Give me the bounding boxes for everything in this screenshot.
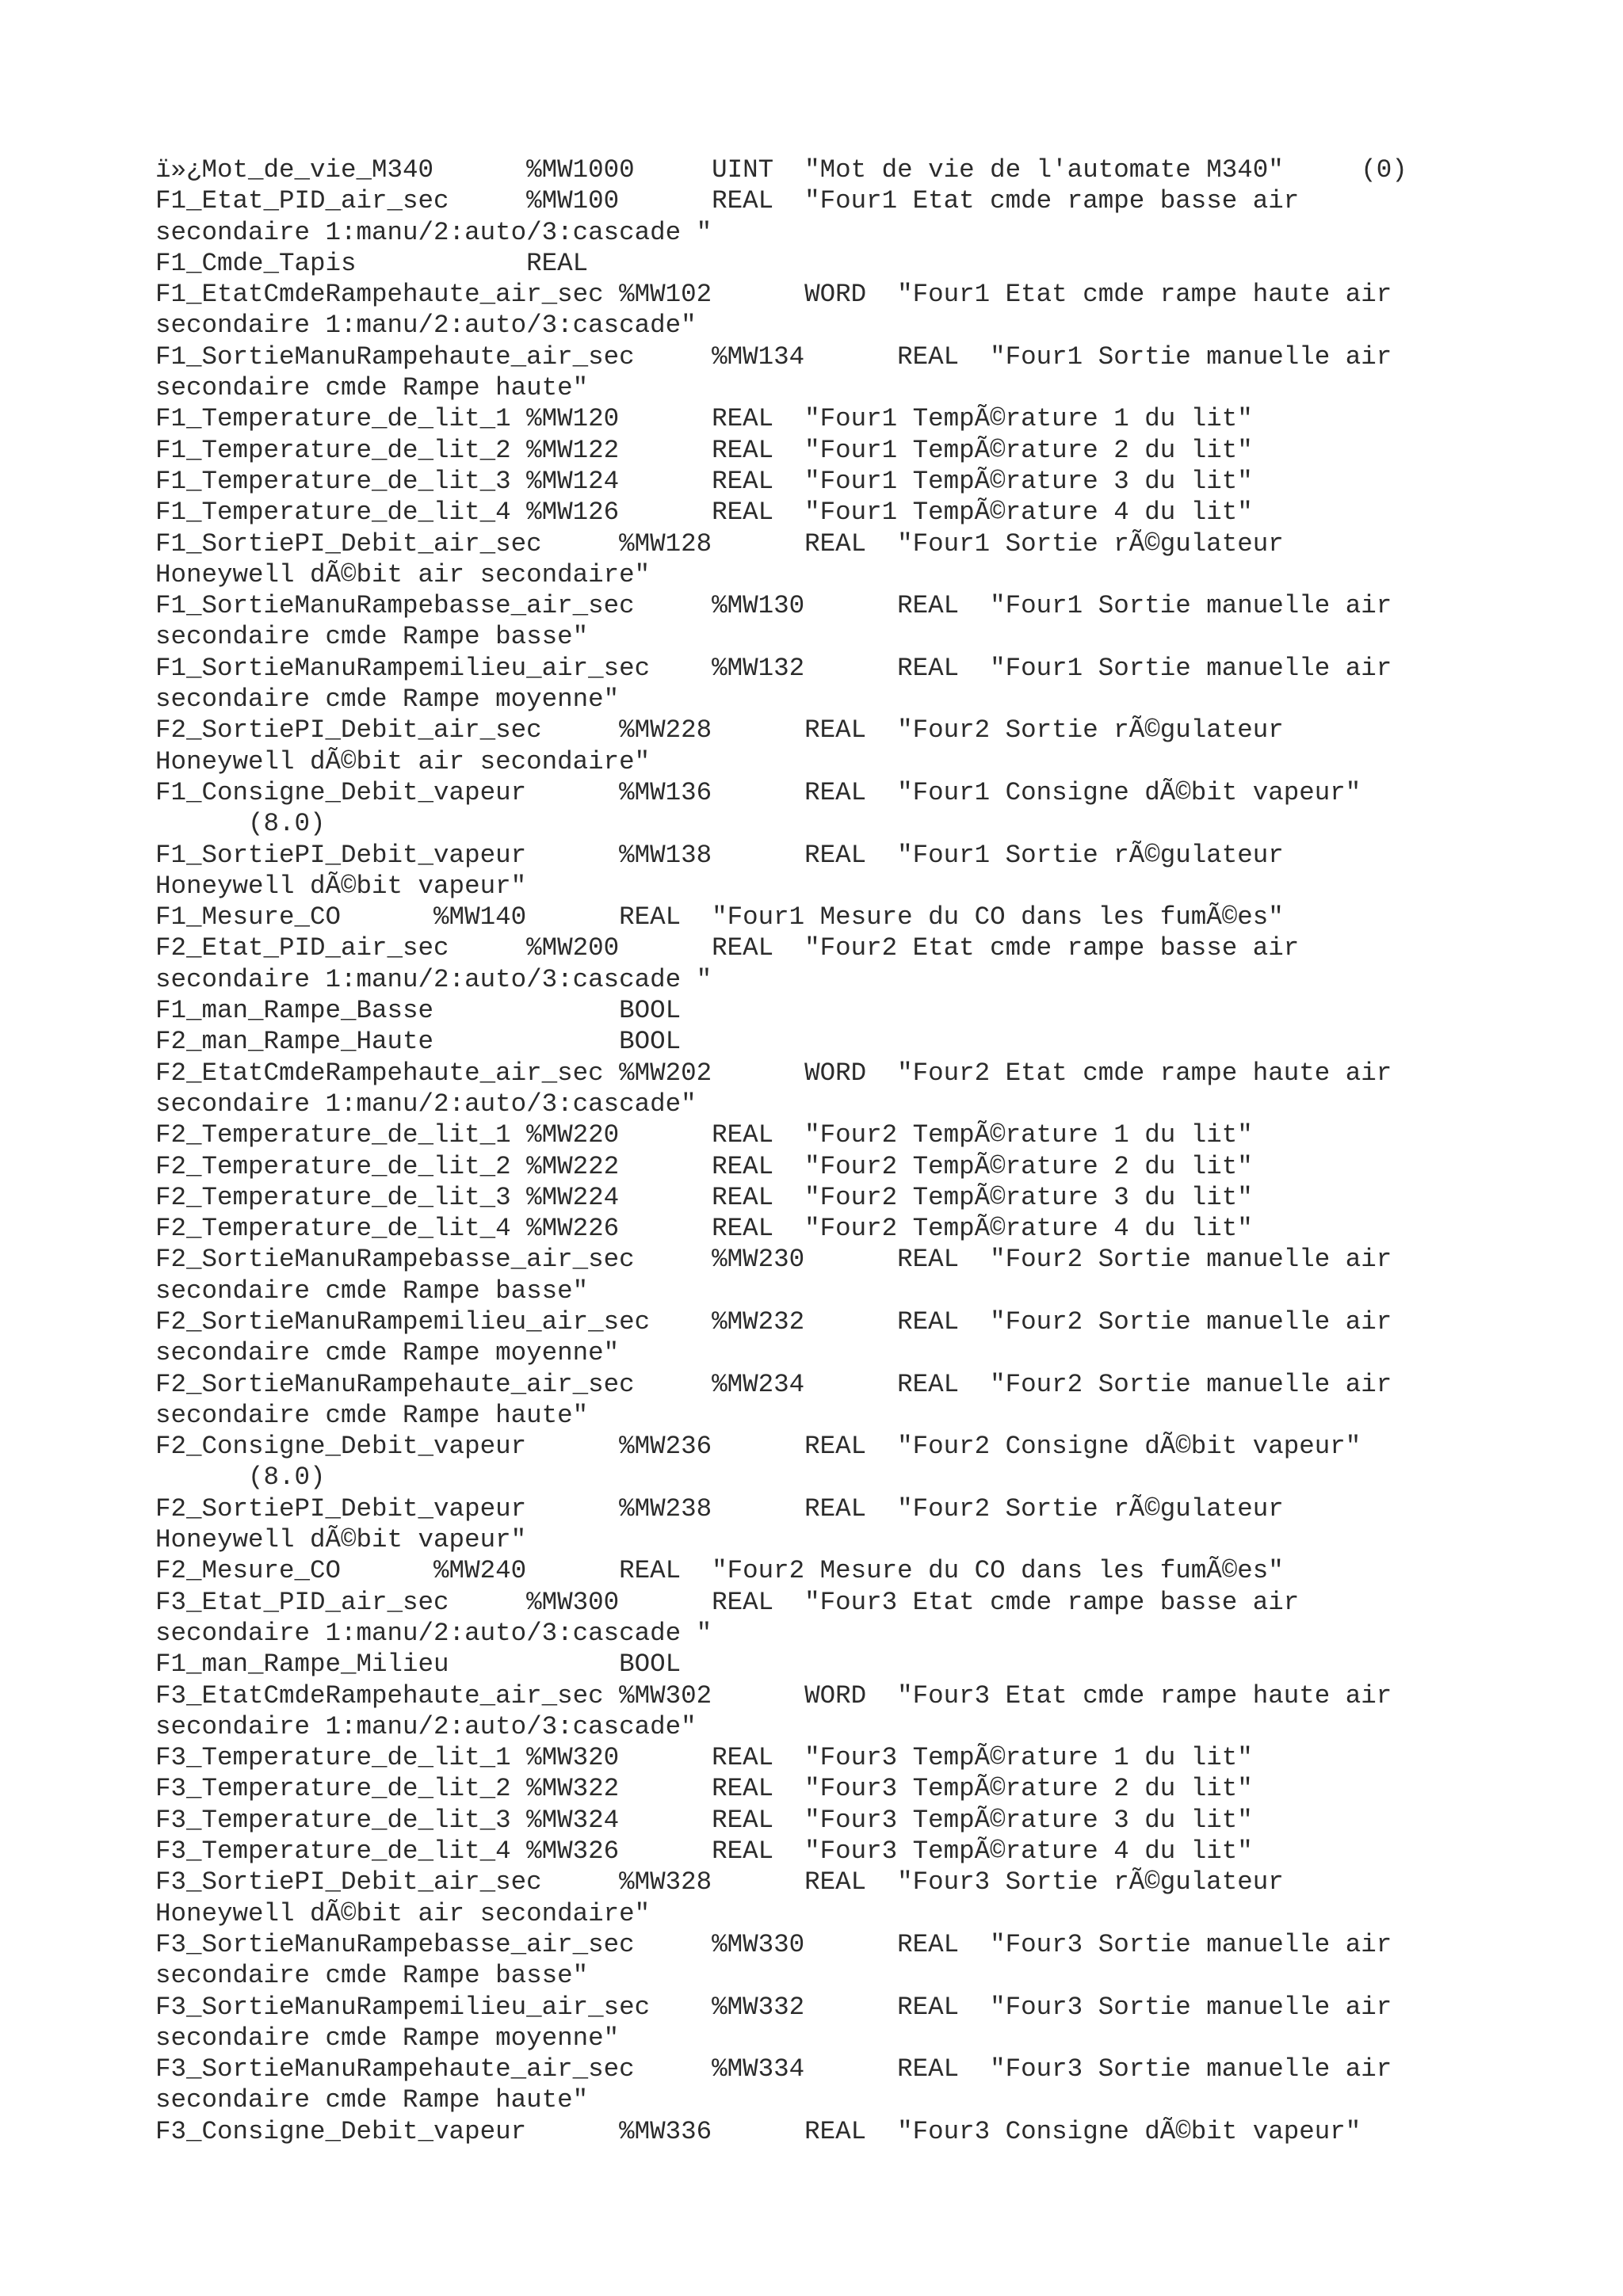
text-line: secondaire cmde Rampe moyenne" [155,2023,620,2053]
text-line: F2_SortieManuRampehaute_air_sec %MW234 REAL "Four2 Sortie manuelle air [155,1369,1392,1399]
text-line: F2_Temperature_de_lit_3 %MW224 REAL "Four2 TempÃ©rature 3 du lit" [155,1182,1253,1212]
text-line: F1_man_Rampe_Basse BOOL [155,996,682,1026]
text-line: F3_SortieManuRampebasse_air_sec %MW330 REAL "Four3 Sortie manuelle air [155,1929,1392,1959]
text-line: F2_Etat_PID_air_sec %MW200 REAL "Four2 Etat cmde rampe basse air [155,933,1300,963]
text-line: secondaire cmde Rampe moyenne" [155,1338,620,1368]
text-line: F3_Etat_PID_air_sec %MW300 REAL "Four3 Etat cmde rampe basse air [155,1587,1300,1617]
text-line: secondaire cmde Rampe haute" [155,2085,589,2115]
text-line: F1_Mesure_CO %MW140 REAL "Four1 Mesure du CO dans les fumÃ©es" [155,902,1284,933]
text-line: secondaire cmde Rampe haute" [155,373,589,403]
text-line: F3_SortiePI_Debit_air_sec %MW328 REAL "Four3 Sortie rÃ©gulateur [155,1867,1284,1897]
text-line: F3_Temperature_de_lit_4 %MW326 REAL "Four3 TempÃ©rature 4 du lit" [155,1836,1253,1867]
text-line: Honeywell dÃ©bit vapeur" [155,1525,527,1555]
text-line: secondaire 1:manu/2:auto/3:cascade" [155,311,697,341]
text-line: F1_Temperature_de_lit_2 %MW122 REAL "Four1 TempÃ©rature 2 du lit" [155,435,1253,465]
text-line: secondaire cmde Rampe haute" [155,1400,589,1430]
text-line: F1_SortieManuRampebasse_air_sec %MW130 REAL "Four1 Sortie manuelle air [155,591,1392,621]
text-line: ï»¿Mot_de_vie_M340 %MW1000 UINT "Mot de vie de l'automate M340" (0) [155,155,1407,185]
text-line: F1_man_Rampe_Milieu BOOL [155,1650,682,1680]
text-line: F1_Temperature_de_lit_3 %MW124 REAL "Four1 TempÃ©rature 3 du lit" [155,466,1253,496]
text-line: F3_SortieManuRampemilieu_air_sec %MW332 REAL "Four3 Sortie manuelle air [155,1992,1392,2022]
text-line: F2_SortiePI_Debit_air_sec %MW228 REAL "Four2 Sortie rÃ©gulateur [155,715,1284,746]
text-line: F1_SortiePI_Debit_vapeur %MW138 REAL "Four1 Sortie rÃ©gulateur [155,840,1284,870]
text-line: Honeywell dÃ©bit vapeur" [155,871,527,901]
text-line: secondaire 1:manu/2:auto/3:cascade " [155,964,712,994]
text-line: secondaire cmde Rampe basse" [155,1961,589,1991]
text-line: secondaire 1:manu/2:auto/3:cascade " [155,1618,712,1648]
text-line: F1_SortiePI_Debit_air_sec %MW128 REAL "Four1 Sortie rÃ©gulateur [155,528,1284,559]
text-line: secondaire 1:manu/2:auto/3:cascade " [155,217,712,247]
text-line: F3_Temperature_de_lit_3 %MW324 REAL "Four3 TempÃ©rature 3 du lit" [155,1805,1253,1835]
text-line: Honeywell dÃ©bit air secondaire" [155,559,651,589]
text-line: F3_EtatCmdeRampehaute_air_sec %MW302 WORD "Four3 Etat cmde rampe haute air [155,1680,1392,1711]
text-line: F1_Temperature_de_lit_1 %MW120 REAL "Four1 TempÃ©rature 1 du lit" [155,404,1253,434]
text-line: F2_Mesure_CO %MW240 REAL "Four2 Mesure du CO dans les fumÃ©es" [155,1556,1284,1586]
text-line: F1_Temperature_de_lit_4 %MW126 REAL "Four1 TempÃ©rature 4 du lit" [155,498,1253,528]
text-line: secondaire cmde Rampe moyenne" [155,685,620,715]
text-line: secondaire cmde Rampe basse" [155,1276,589,1306]
text-line: F2_SortieManuRampebasse_air_sec %MW230 REAL "Four2 Sortie manuelle air [155,1245,1392,1275]
text-line: (8.0) [155,1463,326,1493]
text-line: F1_Etat_PID_air_sec %MW100 REAL "Four1 Etat cmde rampe basse air [155,186,1300,216]
text-line: F3_Temperature_de_lit_2 %MW322 REAL "Four3 TempÃ©rature 2 du lit" [155,1774,1253,1804]
text-line: F1_EtatCmdeRampehaute_air_sec %MW102 WORD "Four1 Etat cmde rampe haute air [155,280,1392,310]
text-line: F3_Temperature_de_lit_1 %MW320 REAL "Four3 TempÃ©rature 1 du lit" [155,1743,1253,1773]
text-line: F3_Consigne_Debit_vapeur %MW336 REAL "Four3 Consigne dÃ©bit vapeur" [155,2116,1361,2146]
text-line: Honeywell dÃ©bit air secondaire" [155,1898,651,1928]
text-line: F3_SortieManuRampehaute_air_sec %MW334 REAL "Four3 Sortie manuelle air [155,2054,1392,2084]
text-line: F2_Temperature_de_lit_4 %MW226 REAL "Four2 TempÃ©rature 4 du lit" [155,1214,1253,1244]
text-line: (8.0) [155,809,326,839]
text-line: F1_Consigne_Debit_vapeur %MW136 REAL "Four1 Consigne dÃ©bit vapeur" [155,777,1361,807]
text-line: F2_Temperature_de_lit_1 %MW220 REAL "Four2 TempÃ©rature 1 du lit" [155,1120,1253,1150]
text-line: F2_EtatCmdeRampehaute_air_sec %MW202 WORD "Four2 Etat cmde rampe haute air [155,1058,1392,1088]
text-line: F2_man_Rampe_Haute BOOL [155,1027,682,1057]
text-line: Honeywell dÃ©bit air secondaire" [155,746,651,776]
variable-listing [155,154,1487,2147]
text-line: secondaire cmde Rampe basse" [155,622,589,652]
text-line: F2_Temperature_de_lit_2 %MW222 REAL "Four2 TempÃ©rature 2 du lit" [155,1151,1253,1181]
text-line: F2_SortieManuRampemilieu_air_sec %MW232 REAL "Four2 Sortie manuelle air [155,1306,1392,1337]
text-line: F1_SortieManuRampemilieu_air_sec %MW132 REAL "Four1 Sortie manuelle air [155,653,1392,683]
text-line: F1_Cmde_Tapis REAL [155,248,589,278]
text-line: F2_Consigne_Debit_vapeur %MW236 REAL "Four2 Consigne dÃ©bit vapeur" [155,1432,1361,1462]
text-line: F1_SortieManuRampehaute_air_sec %MW134 REAL "Four1 Sortie manuelle air [155,341,1392,372]
text-line: F2_SortiePI_Debit_vapeur %MW238 REAL "Four2 Sortie rÃ©gulateur [155,1493,1284,1524]
text-line: secondaire 1:manu/2:auto/3:cascade" [155,1711,697,1741]
text-line: secondaire 1:manu/2:auto/3:cascade" [155,1089,697,1119]
